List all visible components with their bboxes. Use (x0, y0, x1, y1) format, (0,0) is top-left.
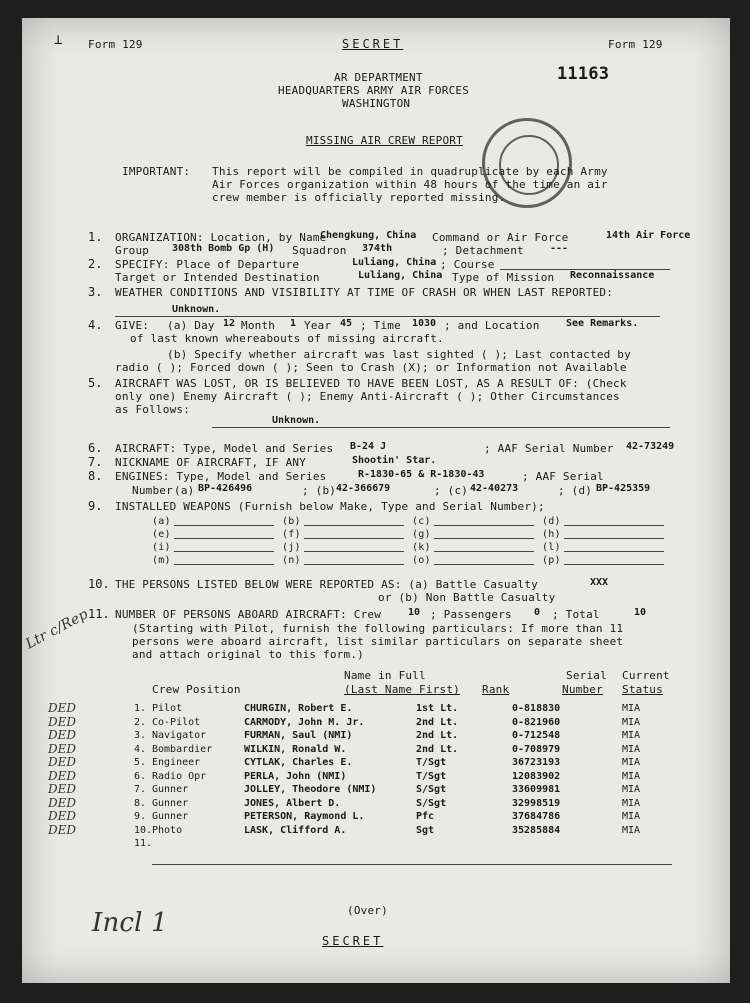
crew-status: MIA (622, 743, 641, 755)
item-5-line-1: AIRCRAFT WAS LOST, OR IS BELIEVED TO HAVE BEEN LOST, AS A RESULT OF: (Check (115, 377, 627, 390)
engine-c-label: ; (c) (434, 484, 469, 497)
punch-mark: ⊥ (54, 32, 63, 48)
item-8-number: 8. (88, 469, 103, 483)
year-value: 45 (340, 318, 353, 329)
crew-name: PERLA, John (NMI) (244, 770, 347, 782)
classification-top: SECRET (342, 37, 404, 51)
item-10-line-1: THE PERSONS LISTED BELOW WERE REPORTED AS: (a) Battle Casualty (115, 578, 538, 591)
crew-rank: 1st Lt. (416, 703, 459, 714)
item-2-label: SPECIFY: Place of Departure (115, 258, 300, 271)
crew-name: JOLLEY, Theodore (NMI) (244, 784, 377, 795)
circumstances-line (212, 427, 670, 428)
squadron-value: 374th (362, 243, 393, 254)
item-5-line-3: as Follows: (115, 403, 191, 416)
item-11-number: 11. (88, 607, 110, 621)
crew-position: Navigator (152, 730, 207, 741)
crew-status: MIA (622, 811, 641, 822)
casualty-note: DED (48, 741, 77, 756)
table-row (22, 783, 722, 796)
crew-name: JONES, Albert D. (244, 797, 341, 809)
item-4-number: 4. (88, 318, 103, 332)
casualty-note: DED (48, 714, 77, 729)
casualty-note: DED (48, 782, 77, 796)
item-8-label: ENGINES: Type, Model and Series (115, 470, 327, 483)
item-7-number: 7. (88, 455, 103, 469)
crew-rank: S/Sgt (416, 797, 447, 809)
important-label: IMPORTANT: (122, 165, 191, 178)
weapon-slot-line (174, 564, 274, 565)
crew-name: CHURGIN, Robert E. (244, 703, 353, 714)
crew-status: MIA (622, 757, 641, 768)
engine-b-label: ; (b) (302, 484, 337, 497)
weapon-slot-label: (b) (282, 516, 301, 527)
weapon-slot-label: (k) (412, 542, 431, 553)
crew-serial: 33609981 (512, 784, 561, 795)
battle-casualty-mark: XXX (590, 577, 609, 588)
crew-rank: Pfc (416, 811, 435, 822)
crew-position: Radio Opr (152, 770, 207, 782)
crew-number: 1. (134, 703, 147, 714)
crew-position: Pilot (152, 703, 183, 714)
table-row (22, 770, 722, 783)
weapon-slot-label: (j) (282, 542, 301, 553)
item-2-number: 2. (88, 257, 103, 271)
item-4-line-3: (b) Specify whether aircraft was last sighted ( ); Last contacted by (167, 348, 631, 361)
org-line-3: WASHINGTON (342, 97, 411, 110)
aaf-serial-value: 42-73249 (626, 441, 675, 452)
engine-type-value: R-1830-65 & R-1830-43 (358, 469, 485, 480)
item-6-label: AIRCRAFT: Type, Model and Series (115, 442, 334, 455)
item-1-squadron-label: Squadron (292, 244, 347, 257)
crew-name: CYTLAK, Charles E. (244, 757, 353, 768)
crew-rank: 2nd Lt. (416, 716, 459, 728)
table-row (22, 743, 722, 756)
item-5-number: 5. (88, 376, 103, 390)
weapon-slot-line (564, 538, 664, 539)
weapon-slot-label: (c) (412, 516, 431, 527)
item-6-number: 6. (88, 441, 103, 455)
form-number-right: Form 129 (608, 38, 663, 51)
casualty-note: DED (48, 822, 77, 837)
org-location-value: Chengkung, China (320, 230, 417, 241)
crew-status: MIA (622, 703, 641, 714)
crew-number: 6. (134, 770, 147, 782)
total-label: ; Total (552, 608, 600, 621)
item-5-line-2: only one) Enemy Aircraft ( ); Enemy Anti-Aircraft ( ); Other Circumstances (115, 390, 620, 403)
table-row (22, 702, 722, 715)
crew-serial: 32998519 (512, 797, 561, 809)
crew-serial: 0-708979 (512, 743, 561, 755)
weapon-slot-label: (i) (152, 542, 171, 553)
crew-name: CARMODY, John M. Jr. (244, 716, 365, 728)
important-line-3: crew member is officially reported missing. (212, 191, 506, 204)
time-value: 1030 (412, 318, 437, 329)
engine-number-label: Number (132, 484, 173, 497)
day-value: 12 (223, 318, 236, 329)
weapon-slot-line (434, 564, 534, 565)
mission-type-label: Type of Mission (452, 271, 555, 284)
weapon-slot-label: (g) (412, 529, 431, 540)
engine-serial-label: ; AAF Serial (522, 470, 604, 483)
crew-number: 2. (134, 716, 147, 728)
destination-label: Target or Intended Destination (115, 271, 320, 284)
crew-number: 5. (134, 757, 147, 768)
item-1-group-label: Group (115, 244, 150, 257)
weapon-slot-label: (a) (152, 516, 171, 527)
table-row (22, 729, 722, 742)
crew-serial: 12083902 (512, 770, 561, 782)
weapon-slot-line (564, 525, 664, 526)
table-row (22, 756, 722, 769)
crew-serial: 37684786 (512, 811, 561, 822)
casualty-note: DED (48, 701, 77, 715)
crew-rank: 2nd Lt. (416, 743, 459, 755)
weapon-slot-label: (m) (152, 555, 171, 566)
engine-a-serial: BP-426496 (198, 483, 253, 494)
total-value: 10 (634, 607, 647, 618)
crew-number: 10. (134, 824, 153, 836)
crew-number: 9. (134, 811, 147, 822)
item-1-detachment-label: ; Detachment (442, 244, 524, 257)
document-page (22, 18, 730, 983)
position-header: Crew Position (152, 683, 241, 696)
status-header-1: Current (622, 669, 670, 682)
table-end-line (152, 864, 672, 865)
weapon-slot-label: (f) (282, 529, 301, 540)
nickname-value: Shootin' Star. (352, 455, 437, 466)
crew-serial: 0-712548 (512, 730, 561, 741)
table-row (22, 810, 722, 823)
item-1-af-label: Command or Air Force (432, 231, 569, 244)
crew-status: MIA (622, 797, 641, 809)
table-row (22, 824, 722, 837)
rank-header: Rank (482, 683, 510, 696)
location-label: ; and Location (444, 319, 540, 332)
crew-position: Gunner (152, 797, 189, 809)
over-label: (Over) (347, 904, 388, 917)
classification-bottom: SECRET (322, 934, 384, 948)
engine-c-serial: 42-40273 (470, 483, 519, 494)
persons-aboard-label: NUMBER OF PERSONS ABOARD AIRCRAFT: Crew (115, 608, 382, 621)
crew-status: MIA (622, 730, 641, 741)
course-label: ; Course (440, 258, 495, 271)
status-header-2: Status (622, 683, 663, 696)
weapon-slot-line (434, 525, 534, 526)
crew-number: 4. (134, 743, 147, 755)
detachment-value: --- (550, 243, 569, 254)
item-11-line-2: (Starting with Pilot, furnish the following particulars: If more than 11 (132, 622, 624, 635)
weapon-slot-line (174, 551, 274, 552)
circumstances-value: Unknown. (272, 415, 321, 426)
give-label: GIVE: (115, 319, 150, 332)
casualty-note: DED (48, 809, 77, 823)
weapon-slot-line (304, 564, 404, 565)
item-10-line-2: or (b) Non Battle Casualty (378, 591, 556, 604)
location-value: See Remarks. (566, 318, 639, 329)
aircraft-type-value: B-24 J (350, 441, 387, 452)
document-number: 11163 (557, 64, 610, 84)
serial-header-2: Number (562, 683, 603, 696)
crew-position: Photo (152, 824, 183, 836)
weapon-slot-label: (n) (282, 555, 301, 566)
item-9-label: INSTALLED WEAPONS (Furnish below Make, Type and Serial Number); (115, 500, 545, 513)
margin-handwritten-note: Ltr c/Rep (23, 606, 91, 653)
weapon-slot-label: (e) (152, 529, 171, 540)
crew-position: Co-Pilot (152, 716, 201, 728)
crew-count-value: 10 (408, 607, 421, 618)
name-header-1: Name in Full (344, 669, 426, 682)
crew-serial: 35285884 (512, 824, 561, 836)
crew-status: MIA (622, 716, 641, 728)
weapon-slot-line (174, 525, 274, 526)
departure-value: Luliang, China (352, 257, 437, 268)
aaf-serial-label: ; AAF Serial Number (484, 442, 614, 455)
form-number-left: Form 129 (88, 38, 143, 51)
report-title: MISSING AIR CREW REPORT (306, 134, 463, 147)
weapon-slot-line (304, 525, 404, 526)
crew-serial: 0-818830 (512, 703, 561, 714)
weapon-slot-line (434, 551, 534, 552)
crew-rank: T/Sgt (416, 770, 447, 782)
item-10-number: 10. (88, 577, 110, 591)
crew-name: LASK, Clifford A. (244, 824, 347, 836)
crew-name: FURMAN, Saul (NMI) (244, 730, 353, 741)
item-3-label: WEATHER CONDITIONS AND VISIBILITY AT TIME OF CRASH OR WHEN LAST REPORTED: (115, 286, 614, 299)
crew-serial: 0-821960 (512, 716, 561, 728)
crew-name: WILKIN, Ronald W. (244, 743, 347, 755)
item-3-number: 3. (88, 285, 103, 299)
crew-rank: Sgt (416, 824, 435, 836)
crew-rank: 2nd Lt. (416, 730, 459, 741)
crew-number: 8. (134, 797, 147, 809)
passengers-value: 0 (534, 607, 541, 618)
crew-status: MIA (622, 824, 641, 836)
item-9-number: 9. (88, 499, 103, 513)
weapon-slot-label: (l) (542, 542, 561, 553)
air-force-value: 14th Air Force (606, 230, 691, 241)
crew-number: 11. (134, 838, 153, 849)
crew-number: 3. (134, 730, 147, 741)
month-label: Month (241, 319, 276, 332)
item-11-line-3: persons were aboard aircraft, list similar particulars on separate sheet (132, 635, 624, 648)
crew-position: Bombardier (152, 743, 213, 755)
weapon-slot-line (174, 538, 274, 539)
month-value: 1 (290, 318, 297, 329)
weapon-slot-line (564, 564, 664, 565)
handwritten-signature: Incl 1 (92, 908, 168, 938)
table-row (22, 797, 722, 810)
org-line-2: HEADQUARTERS ARMY AIR FORCES (278, 84, 470, 97)
crew-rank: T/Sgt (416, 757, 447, 768)
item-4-line-2: of last known whereabouts of missing aircraft. (130, 332, 444, 345)
crew-serial: 36723193 (512, 757, 561, 768)
casualty-note: DED (48, 795, 77, 810)
passengers-label: ; Passengers (430, 608, 512, 621)
casualty-note: DED (48, 728, 77, 742)
item-11-line-4: and attach original to this form.) (132, 648, 364, 661)
casualty-note: DED (48, 768, 77, 783)
item-4-line-4: radio ( ); Forced down ( ); Seen to Crash (X); or Information not Available (115, 361, 627, 374)
crew-number: 7. (134, 784, 147, 795)
weapon-slot-line (434, 538, 534, 539)
weapon-slot-label: (o) (412, 555, 431, 566)
weapon-slot-label: (h) (542, 529, 561, 540)
engine-d-serial: BP-425359 (596, 483, 651, 494)
important-line-1: This report will be compiled in quadruplicate by each Army (212, 165, 608, 178)
weapon-slot-label: (d) (542, 516, 561, 527)
engine-d-label: ; (d) (558, 484, 593, 497)
serial-header-1: Serial (566, 669, 607, 682)
engine-a-label: (a) (174, 484, 195, 497)
time-label: ; Time (360, 319, 401, 332)
group-value: 308th Bomb Gp (H) (172, 243, 275, 254)
crew-position: Gunner (152, 784, 189, 795)
table-row (22, 716, 722, 729)
crew-status: MIA (622, 784, 641, 795)
item-1-label: ORGANIZATION: Location, by Name (115, 231, 327, 244)
weapon-slot-label: (p) (542, 555, 561, 566)
engine-b-serial: 42-366679 (336, 483, 391, 494)
year-label: Year (304, 319, 332, 332)
crew-rank: S/Sgt (416, 784, 447, 795)
day-label: (a) Day (167, 319, 215, 332)
item-7-label: NICKNAME OF AIRCRAFT, IF ANY (115, 456, 307, 469)
weather-value: Unknown. (172, 304, 221, 315)
name-header-2: (Last Name First) (344, 683, 460, 696)
item-1-number: 1. (88, 230, 103, 244)
table-row (22, 837, 722, 850)
crew-status: MIA (622, 770, 641, 782)
weapon-slot-line (304, 551, 404, 552)
weather-line (115, 316, 660, 317)
destination-value: Luliang, China (358, 270, 443, 281)
casualty-note: DED (48, 755, 77, 769)
important-line-2: Air Forces organization within 48 hours of the time an air (212, 178, 608, 191)
weapon-slot-line (564, 551, 664, 552)
crew-position: Engineer (152, 757, 201, 768)
org-line-1: AR DEPARTMENT (334, 71, 423, 84)
crew-position: Gunner (152, 811, 189, 822)
weapon-slot-line (304, 538, 404, 539)
mission-type-value: Reconnaissance (570, 270, 655, 281)
crew-name: PETERSON, Raymond L. (244, 811, 365, 822)
